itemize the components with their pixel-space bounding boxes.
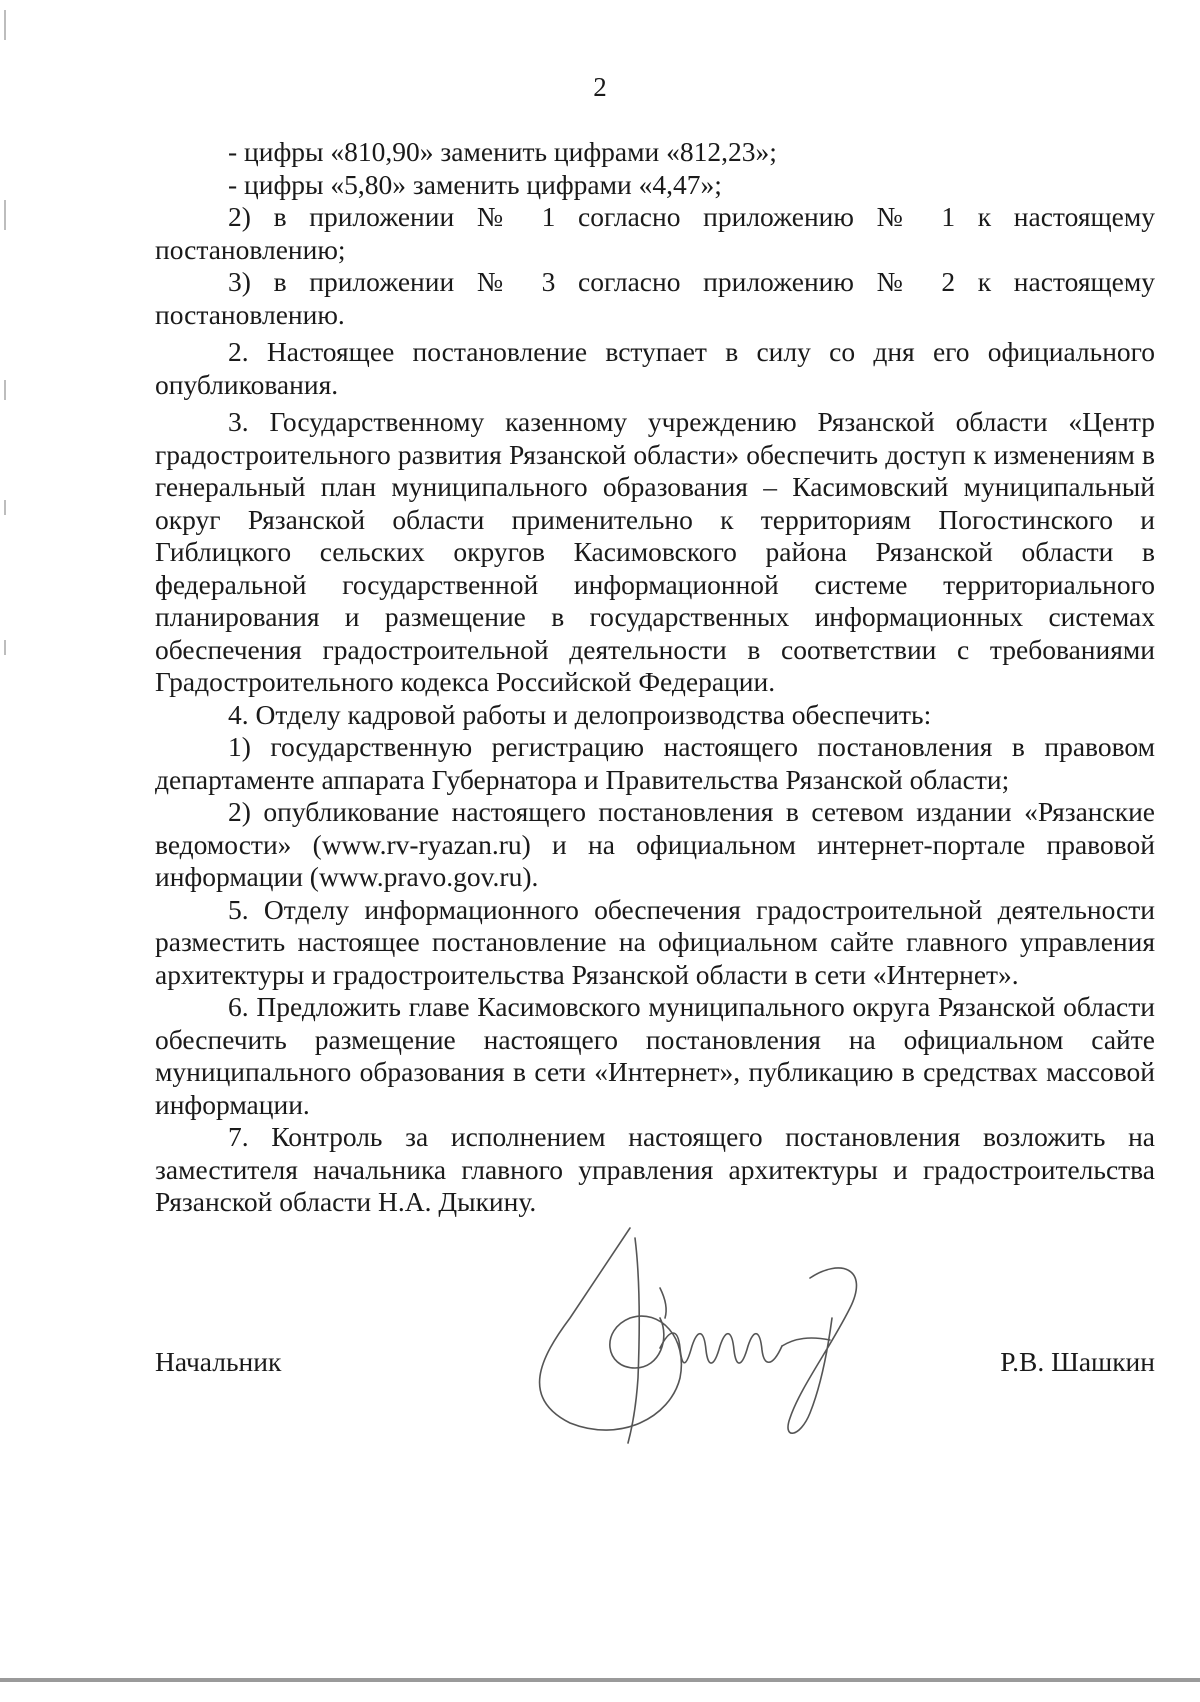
paragraph-item-7: 7. Контроль за исполнением настоящего постановления возложить на заместителя начальника главного управления архитектуры и градостроительства Рязанской области Н.А. Дыкину. [155, 1121, 1155, 1217]
signature-block [155, 1346, 1155, 1406]
paragraph-item-6: 6. Предложить главе Касимовского муниципального округа Рязанской области обеспечить размещение настоящего постановления на официальном сайте муниципального образования в сети «Интернет», публикацию в средствах массовой информации. [155, 991, 1155, 1120]
paragraph-appendix-3: 3) в приложении № 3 согласно приложению № 2 к настоящему постановлению. [155, 266, 1155, 330]
page-number: 2 [593, 72, 607, 102]
bottom-scan-border [0, 1678, 1200, 1682]
signer-name: Р.В. Шашкин [1000, 1346, 1155, 1377]
signer-title: Начальник [155, 1346, 282, 1377]
paragraph-item-4-1: 1) государственную регистрацию настоящего постановления в правовом департаменте аппарата Губернатора и Правительства Рязанской области; [155, 731, 1155, 795]
paragraph-item-5: 5. Отделу информационного обеспечения градостроительной деятельности разместить настоящее постановление на официальном сайте главного управления архитектуры и градостроительства Рязанской области в сети «Интернет». [155, 893, 1155, 990]
paragraph-amend-1: - цифры «810,90» заменить цифрами «812,23»; [228, 136, 777, 167]
paragraph-item-4: 4. Отделу кадровой работы и делопроизводства обеспечить: [228, 698, 932, 730]
paragraph-item-3: 3. Государственному казенному учреждению Рязанской области «Центр градостроительного развития Рязанской области» обеспечить доступ к изменениям в генеральный план муниципального образования – Касимовский муниципальный округ Рязанской области применительно к территориям Погостинского и Гиблицкого сельских округов Касимовского района Рязанской области в федеральной государственной информационной системе территориального планирования и размещение в государственных информационных системах обеспечения градостроительной деятельности в соответствии с требованиями Градостроительного кодекса Российской Федерации. [155, 406, 1155, 697]
document-body [155, 136, 1155, 1219]
paragraph-item-4-2: 2) опубликование настоящего постановления в сетевом издании «Рязанские ведомости» (www.rv-ryazan.ru) и на официальном интернет-портале правовой информации (www.pravo.gov.ru). [155, 796, 1155, 892]
paragraph-appendix-1: 2) в приложении № 1 согласно приложению № 1 к настоящему постановлению; [155, 201, 1155, 265]
paragraph-item-2: 2. Настоящее постановление вступает в силу со дня его официального опубликования. [155, 336, 1155, 400]
scan-margin-marks [2, 0, 10, 1697]
paragraph-amend-2: - цифры «5,80» заменить цифрами «4,47»; [228, 168, 722, 200]
handwritten-signature [510, 1218, 890, 1458]
